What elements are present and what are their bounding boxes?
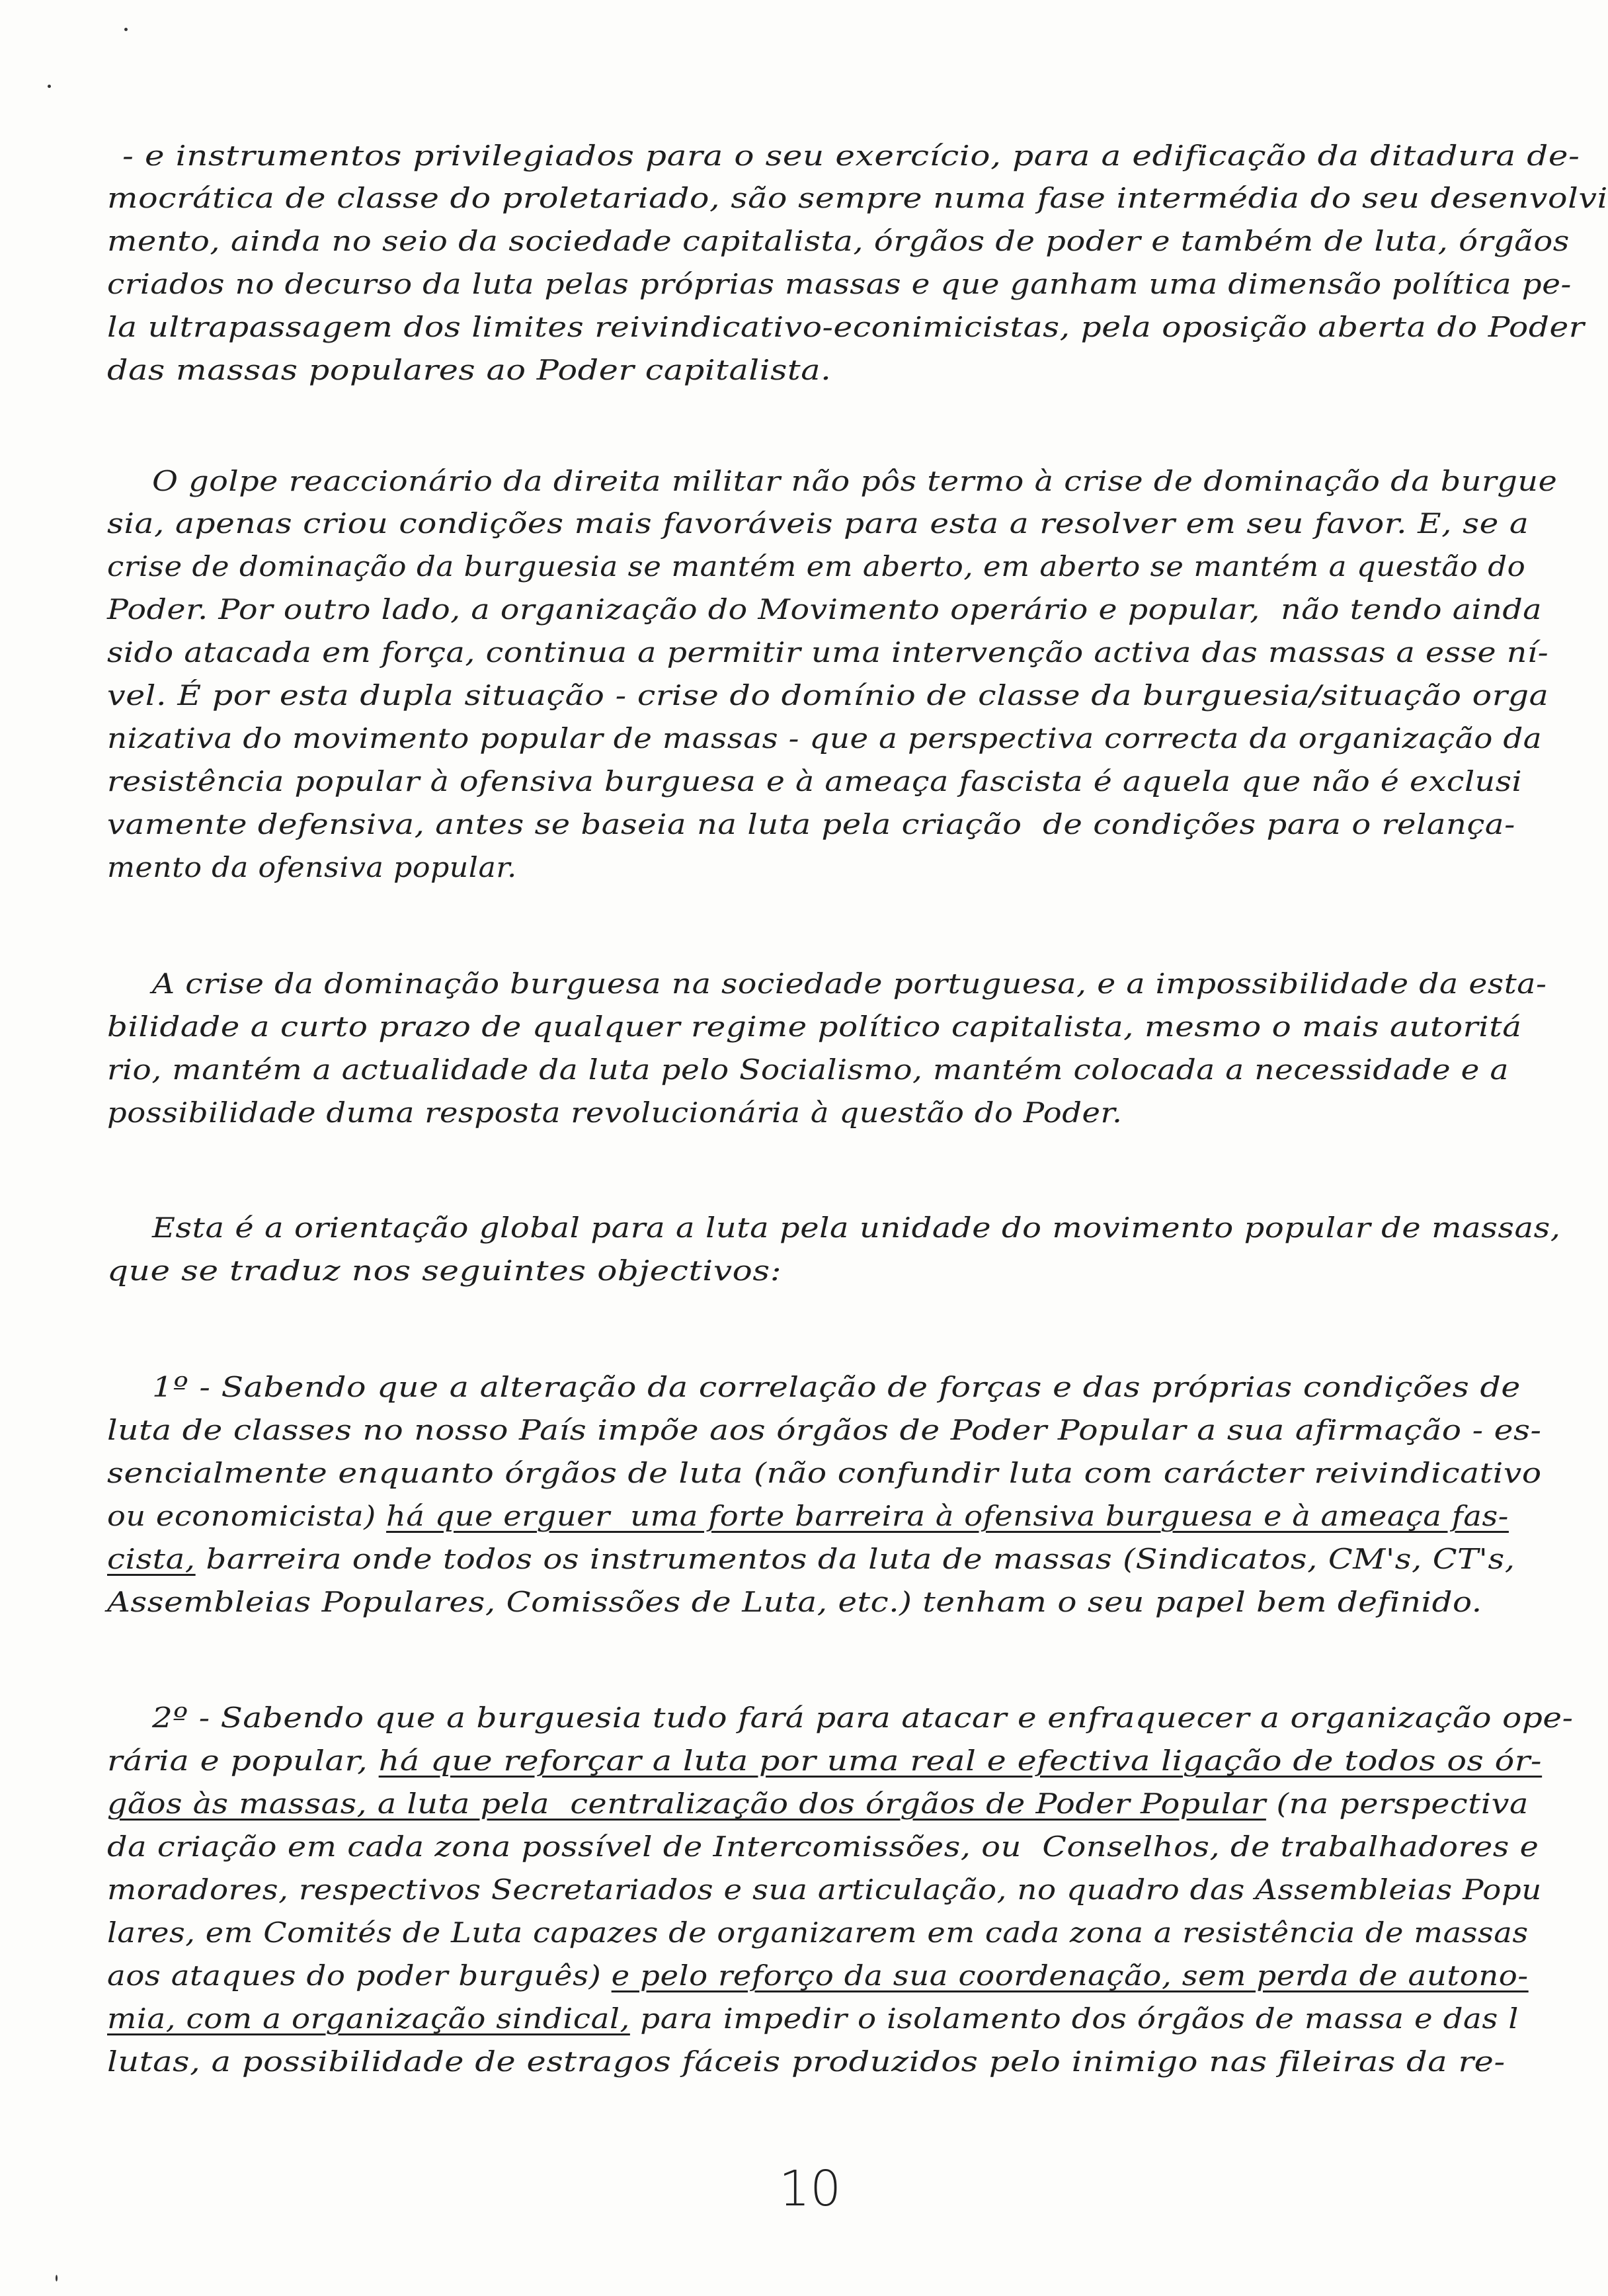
text-segment: possibilidade duma resposta revolucionária à questão do Poder. [107, 1096, 1123, 1129]
text-line [107, 1870, 1542, 1910]
text-segment: ou economicista) [107, 1500, 387, 1532]
text-segment: (na perspectiva [1266, 1787, 1529, 1820]
text-segment: mento, ainda no seio da sociedade capitalista, órgãos de poder e também de luta, órgãos [107, 225, 1570, 257]
text-line [107, 1784, 1529, 1824]
text-line [152, 462, 1557, 501]
text-segment: Esta é a orientação global para a luta pela unidade do movimento popular de massas, [152, 1211, 1561, 1244]
scan-speck [56, 2275, 58, 2281]
text-segment: criados no decurso da luta pelas próprias massas e que ganham uma dimensão política pe- [107, 268, 1572, 300]
text-line [107, 1999, 1519, 2039]
text-segment: resistência popular à ofensiva burguesa e à ameaça fascista é aquela que não é exclusi [107, 765, 1523, 798]
text-segment: nizativa do movimento popular de massas - que a perspectiva correcta da organização da [107, 722, 1543, 755]
text-line [107, 676, 1548, 716]
text-line [107, 308, 1585, 347]
text-line [107, 222, 1570, 261]
text-line [107, 1007, 1522, 1047]
text-segment: rária e popular, [107, 1744, 379, 1777]
text-segment: 1º - Sabendo que a alteração da correlação de forças e das próprias condições de [152, 1371, 1521, 1403]
scan-speck [124, 28, 128, 31]
text-segment: sia, apenas criou condições mais favoráveis para esta a resolver em seu favor. E, se a [107, 507, 1529, 540]
text-line [107, 1539, 1515, 1579]
text-segment: crise de dominação da burguesia se mantém em aberto, em aberto se mantém a questão do [107, 550, 1526, 583]
text-line [107, 350, 831, 390]
underlined-text: mia, com a organização sindical, [107, 2002, 630, 2035]
text-segment: vel. É por esta dupla situação - crise do domínio de classe da burguesia/situação orga [107, 679, 1549, 712]
text-line [107, 1251, 782, 1291]
text-line [107, 265, 1572, 304]
text-line [107, 1050, 1509, 1090]
text-segment: vamente defensiva, antes se baseia na luta pela criação de condições para o relança- [107, 808, 1515, 840]
text-segment: Assembleias Populares, Comissões de Luta, etc.) tenham o seu papel bem definido. [107, 1586, 1482, 1618]
text-line [107, 1956, 1529, 1996]
text-line [152, 1368, 1521, 1407]
text-line [107, 179, 1608, 218]
text-segment: la ultrapassagem dos limites reivindicativo-econimicistas, pela oposição aberta do Poder [107, 311, 1585, 343]
text-segment: sencialmente enquanto órgãos de luta (não confundir luta com carácter reivindicativo [107, 1457, 1542, 1489]
scan-speck [48, 85, 51, 88]
text-segment: da criação em cada zona possível de Intercomissões, ou Conselhos, de trabalhadores e [107, 1830, 1539, 1863]
text-line [107, 2042, 1506, 2082]
underlined-text: cista, [107, 1543, 196, 1575]
text-line [107, 1454, 1542, 1493]
text-line [152, 1698, 1574, 1738]
text-segment: mocrática de classe do proletariado, são sempre numa fase intermédia do seu desenvolvi [107, 182, 1608, 214]
text-segment: das massas populares ao Poder capitalista. [107, 354, 832, 386]
text-line [107, 1582, 1482, 1622]
text-segment: para impedir o isolamento dos órgãos de massa e das l [629, 2002, 1519, 2035]
text-line [107, 719, 1542, 758]
text-segment: Poder. Por outro lado, a organização do Movimento operário e popular, não tendo ainda [107, 593, 1543, 626]
text-segment: lutas, a possibilidade de estragos fáceis produzidos pelo inimigo nas fileiras da re- [107, 2045, 1506, 2078]
text-segment: sido atacada em força, continua a permitir uma intervenção activa das massas a esse ní- [107, 636, 1549, 669]
text-segment: barreira onde todos os instrumentos da luta de massas (Sindicatos, CM's, CT's, [195, 1543, 1515, 1575]
text-line [107, 1827, 1539, 1867]
text-line [107, 1411, 1542, 1450]
text-line [107, 547, 1525, 587]
text-segment: moradores, respectivos Secretariados e sua articulação, no quadro das Assembleias Popu [107, 1873, 1542, 1906]
text-segment: rio, mantém a actualidade da luta pelo Socialismo, mantém colocada a necessidade e a [107, 1053, 1509, 1086]
text-line [107, 1496, 1509, 1536]
text-line [107, 762, 1522, 801]
text-line [107, 1093, 1122, 1133]
text-segment: - e instrumentos privilegiados para o seu exercício, para a edificação da ditadura de- [122, 140, 1580, 172]
text-segment: luta de classes no nosso País impõe aos órgãos de Poder Popular a sua afirmação - es- [107, 1414, 1542, 1446]
text-line [107, 1913, 1529, 1953]
text-segment: O golpe reaccionário da direita militar não pôs termo à crise de dominação da burgue [152, 465, 1558, 497]
text-line [107, 590, 1542, 630]
text-segment: bilidade a curto prazo de qualquer regime político capitalista, mesmo o mais autoritá [107, 1010, 1522, 1043]
text-segment: 2º - Sabendo que a burguesia tudo fará para atacar e enfraquecer a organização ope- [152, 1702, 1574, 1734]
text-segment: aos ataques do poder burguês) [107, 1959, 612, 1992]
page-number: 10 [779, 2160, 842, 2217]
text-line [107, 805, 1515, 844]
underlined-text: há que erguer uma forte barreira à ofensiva burguesa e à ameaça fas- [386, 1500, 1509, 1532]
underlined-text: gãos às massas, a luta pela centralização dos órgãos de Poder Popular [107, 1787, 1266, 1820]
text-line [107, 1741, 1542, 1781]
text-segment: mento da ofensiva popular. [107, 851, 517, 883]
text-line [107, 848, 517, 887]
text-line [107, 504, 1529, 544]
text-segment: lares, em Comités de Luta capazes de organizarem em cada zona a resistência de massas [107, 1916, 1529, 1949]
text-segment: que se traduz nos seguintes objectivos: [107, 1254, 782, 1287]
text-line [152, 964, 1547, 1004]
text-segment: A crise da dominação burguesa na sociedade portuguesa, e a impossibilidade da esta- [152, 967, 1547, 1000]
text-line [122, 136, 1580, 176]
text-line [107, 633, 1548, 673]
underlined-text: e pelo reforço da sua coordenação, sem perda de autono- [611, 1959, 1529, 1992]
text-line [152, 1208, 1561, 1248]
underlined-text: há que reforçar a luta por uma real e efectiva ligação de todos os ór- [378, 1744, 1543, 1777]
